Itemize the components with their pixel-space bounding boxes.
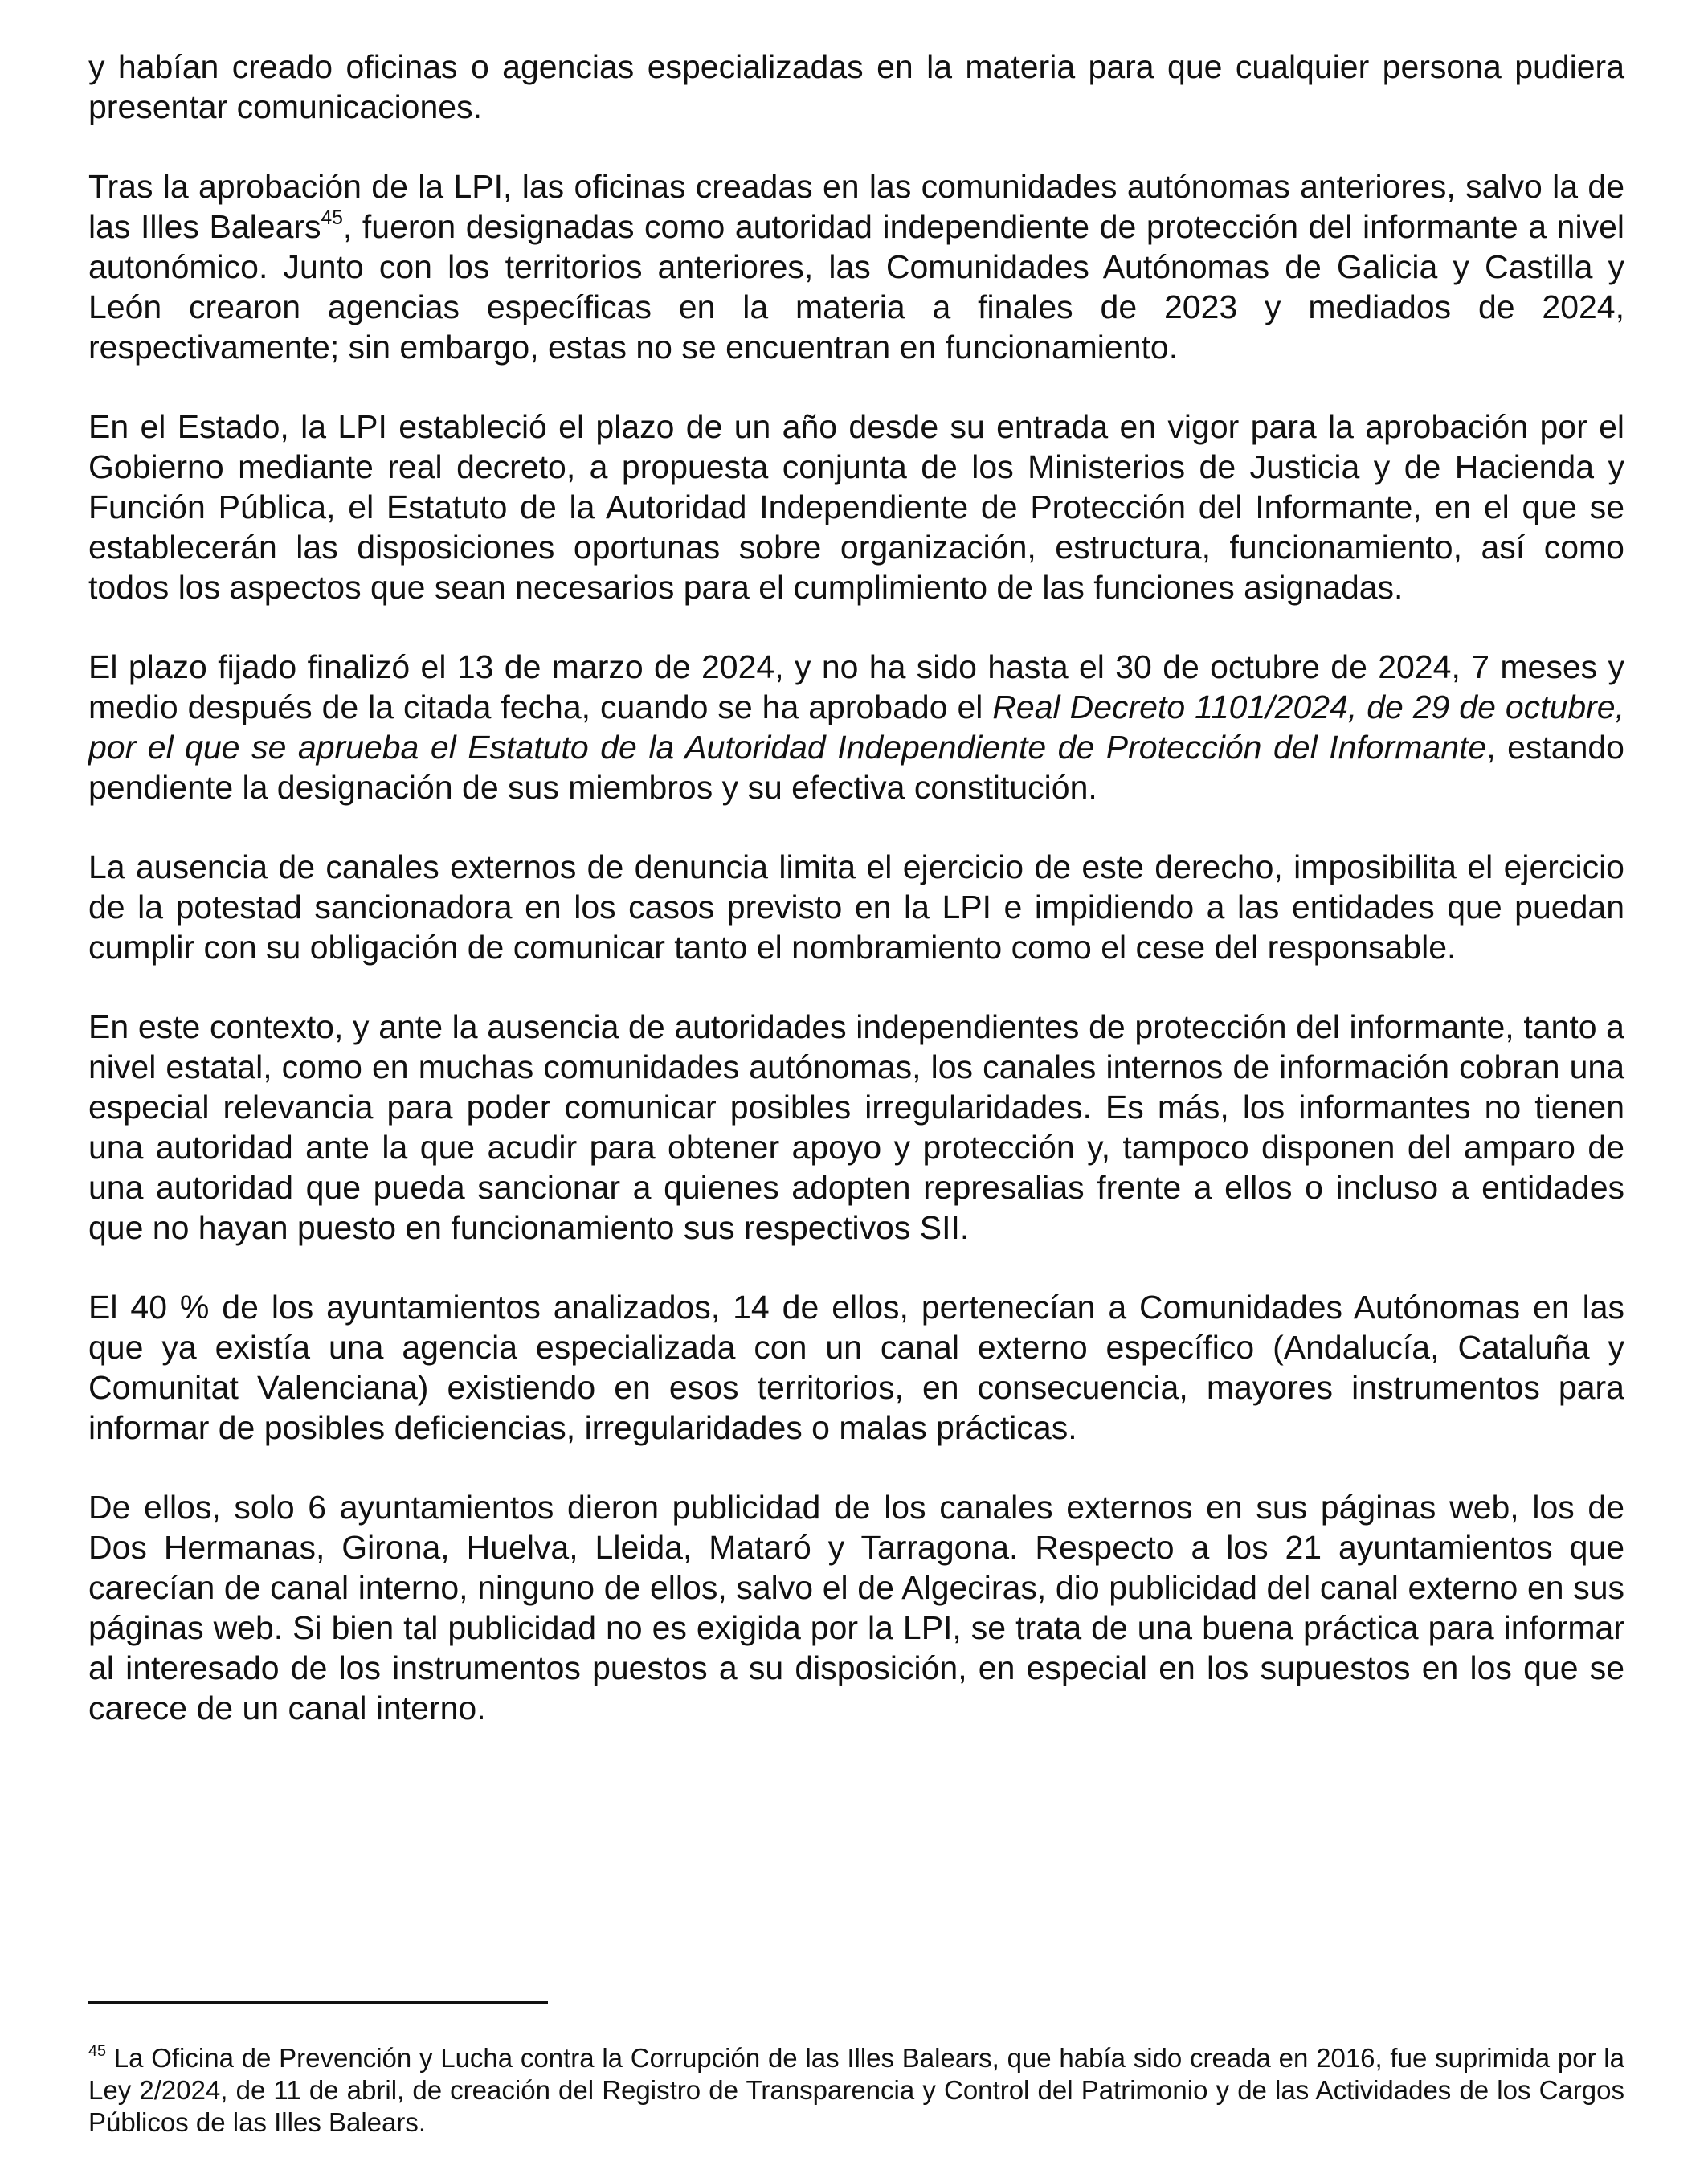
paragraph-6: En este contexto, y ante la ausencia de autoridades independientes de protección del informante, tanto a nivel estatal, como en muchas comunidades autónomas, los canales internos de información cobran una especial relevancia para poder comunicar posibles irregularidades. Es más, los informantes no tienen una autoridad ante la que acudir para obtener apoyo y protección y, tampoco disponen del amparo de una autoridad que pueda sancionar a quienes adopten represalias frente a ellos o incluso a entidades que no hayan puesto en funcionamiento sus respectivos SII.: [88, 1008, 1624, 1246]
footnote-45: [88, 2042, 1624, 2139]
paragraph-2-text-before: Tras la aprobación de la LPI, las oficinas creadas en las comunidades autónomas anteriores, salvo la de las Illes Balears: [88, 168, 1624, 245]
paragraph-4: [88, 647, 1624, 807]
paragraph-2-text-after: , fueron designadas como autoridad independiente de protección del informante a nivel autonómico. Junto con los territorios anteriores, las Comunidades Autónomas de Galicia y Castilla y León crearon agencias específicas en la materia a finales de 2023 y mediados de 2024, respectivamente; sin embargo, estas no se encuentran en funcionamiento.: [88, 208, 1624, 366]
paragraph-4-text-after: , estando pendiente la designación de sus miembros y su efectiva constitución.: [88, 729, 1624, 806]
document-body: [88, 47, 1624, 1767]
paragraph-7: El 40 % de los ayuntamientos analizados, 14 de ellos, pertenecían a Comunidades Autónomas en las que ya existía una agencia especializada con un canal externo específico (Andalucía, Cataluña y Comunitat Valenciana) existiendo en esos territorios, en consecuencia, mayores instrumentos para informar de posibles deficiencias, irregularidades o malas prácticas.: [88, 1289, 1624, 1446]
footnote-separator: [88, 2001, 548, 2004]
paragraph-4-text-before: El plazo fijado finalizó el 13 de marzo de 2024, y no ha sido hasta el 30 de octubre de 2024, 7 meses y medio después de la citada fecha, cuando se ha aprobado el: [88, 648, 1624, 725]
paragraph-8: De ellos, solo 6 ayuntamientos dieron publicidad de los canales externos en sus páginas web, los de Dos Hermanas, Girona, Huelva, Lleida, Mataró y Tarragona. Respecto a los 21 ayuntamientos que carecían de canal interno, ninguno de ellos, salvo el de Algeciras, dio publicidad del canal externo en sus páginas web. Si bien tal publicidad no es exigida por la LPI, se trata de una buena práctica para informar al interesado de los instrumentos puestos a su disposición, en especial en los supuestos en los que se carece de un canal interno.: [88, 1489, 1624, 1726]
paragraph-5: La ausencia de canales externos de denuncia limita el ejercicio de este derecho, imposibilita el ejercicio de la potestad sancionadora en los casos previsto en la LPI e impidiendo a las entidades que puedan cumplir con su obligación de comunicar tanto el nombramiento como el cese del responsable.: [88, 848, 1624, 966]
footnote-text: La Oficina de Prevención y Lucha contra la Corrupción de las Illes Balears, que había sido creada en 2016, fue suprimida por la Ley 2/2024, de 11 de abril, de creación del Registro de Transparencia y Control del Patrimonio y de las Actividades de los Cargos Públicos de las Illes Balears.: [88, 2043, 1624, 2137]
footnote-reference-45[interactable]: 45: [321, 206, 343, 229]
paragraph-1: y habían creado oficinas o agencias especializadas en la materia para que cualquier persona pudiera presentar comunicaciones.: [88, 48, 1624, 125]
footnote-number: 45: [88, 2042, 107, 2061]
paragraph-3: En el Estado, la LPI estableció el plazo de un año desde su entrada en vigor para la aprobación por el Gobierno mediante real decreto, a propuesta conjunta de los Ministerios de Justicia y de Hacienda y Función Pública, el Estatuto de la Autoridad Independiente de Protección del Informante, en el que se establecerán las disposiciones oportunas sobre organización, estructura, funcionamiento, así como todos los aspectos que sean necesarios para el cumplimiento de las funciones asignadas.: [88, 408, 1624, 606]
decree-title-italic: Real Decreto 1101/2024, de 29 de octubre, por el que se aprueba el Estatuto de la Autoridad Independiente de Protección del Informante: [88, 689, 1624, 766]
paragraph-2: [88, 166, 1624, 367]
